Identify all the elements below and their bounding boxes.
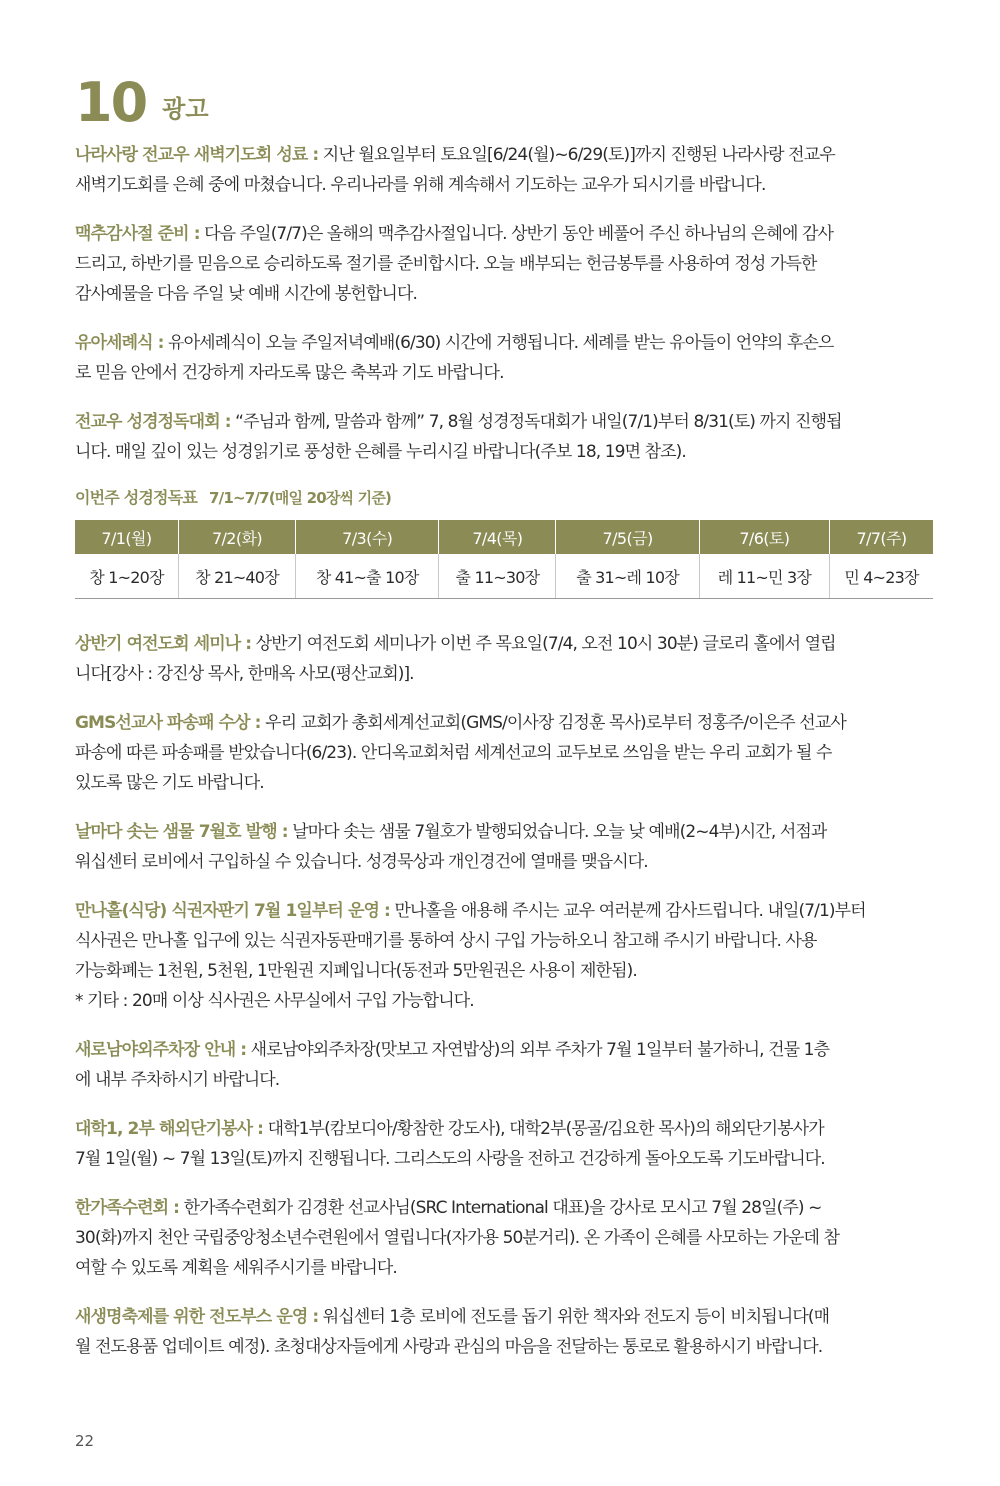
notice-line bbox=[75, 1253, 935, 1283]
section-title: 광고 bbox=[162, 95, 209, 123]
notice-line bbox=[75, 926, 935, 956]
notice-text: 가능화폐는 1천원, 5천원, 1만원권 지폐입니다(동전과 5만원권은 사용이 제한됨). bbox=[75, 961, 637, 981]
page-number: 22 bbox=[75, 1432, 95, 1450]
notice-line bbox=[75, 1035, 935, 1065]
notice-line bbox=[75, 847, 935, 877]
notice-line bbox=[75, 170, 935, 200]
notice-label: GMS선교사 파송패 수상 : bbox=[75, 713, 261, 733]
notice-line bbox=[75, 896, 935, 926]
notice-line bbox=[75, 629, 935, 659]
notice-item bbox=[75, 328, 935, 388]
notice-text: 워십센터 로비에서 구입하실 수 있습니다. 성경묵상과 개인경건에 열매를 맺읍시다. bbox=[75, 852, 648, 872]
reading-day-header: 7/5(금) bbox=[556, 520, 699, 554]
notice-label: 상반기 여전도회 세미나 : bbox=[75, 634, 252, 654]
notice-text: 한가족수련회가 김경환 선교사님(SRC International 대표)을 강사로 모시고 7월 28일(주) ~ bbox=[183, 1198, 822, 1218]
notice-text: 니다. 매일 깊이 있는 성경읽기로 풍성한 은혜를 누리시길 바랍니다(주보 18, 19면 참조). bbox=[75, 442, 686, 462]
notice-item bbox=[75, 708, 935, 798]
reading-schedule-table bbox=[75, 520, 933, 599]
notice-line bbox=[75, 407, 935, 437]
notice-item bbox=[75, 140, 935, 200]
notice-text: 우리 교회가 총회세계선교회(GMS/이사장 김정훈 목사)로부터 정홍주/이은주 선교사 bbox=[265, 713, 846, 733]
notice-text: 에 내부 주차하시기 바랍니다. bbox=[75, 1070, 280, 1090]
notice-label: 새생명축제를 위한 전도부스 운영 : bbox=[75, 1307, 319, 1327]
notice-text: 30(화)까지 천안 국립중앙청소년수련원에서 열립니다(자가용 50분거리). 온 가족이 은혜를 사모하는 가운데 참 bbox=[75, 1228, 840, 1248]
notice-line bbox=[75, 956, 935, 986]
section-header bbox=[75, 71, 935, 134]
notice-line bbox=[75, 986, 935, 1016]
notice-line bbox=[75, 738, 935, 768]
notice-text: 월 전도용품 업데이트 예정). 초청대상자들에게 사랑과 관심의 마음을 전달하는 통로로 활용하시기 바랍니다. bbox=[75, 1337, 823, 1357]
notice-text: * 기타 : 20매 이상 식사권은 사무실에서 구입 가능합니다. bbox=[75, 991, 474, 1011]
notice-text: 파송에 따른 파송패를 받았습니다(6/23). 안디옥교회처럼 세계선교의 교두보로 쓰임을 받는 우리 교회가 될 수 bbox=[75, 743, 832, 763]
reading-day-header: 7/7(주) bbox=[830, 520, 933, 554]
notice-line bbox=[75, 1065, 935, 1095]
notice-text: 여할 수 있도록 계획을 세워주시기를 바랍니다. bbox=[75, 1258, 397, 1278]
notice-line bbox=[75, 437, 935, 467]
notice-label: 만나홀(식당) 식권자판기 7월 1일부터 운영 : bbox=[75, 901, 390, 921]
notice-line bbox=[75, 1144, 935, 1174]
reading-schedule-heading bbox=[75, 486, 935, 510]
notice-text: “주님과 함께, 말씀과 함께” 7, 8월 성경정독대회가 내일(7/1)부터 8/31(토) 까지 진행됩 bbox=[235, 412, 842, 432]
notice-line bbox=[75, 140, 935, 170]
reading-day-header: 7/6(토) bbox=[699, 520, 829, 554]
notice-item bbox=[75, 629, 935, 689]
notice-text: 드리고, 하반기를 믿음으로 승리하도록 절기를 준비합시다. 오늘 배부되는 헌금봉투를 사용하여 정성 가득한 bbox=[75, 254, 817, 274]
notice-text: 식사권은 만나홀 입구에 있는 식권자동판매기를 통하여 상시 구입 가능하오니 참고해 주시기 바랍니다. 사용 bbox=[75, 931, 817, 951]
section-number: 10 bbox=[75, 71, 147, 134]
notice-line bbox=[75, 817, 935, 847]
notice-label: 유아세례식 : bbox=[75, 333, 164, 353]
notice-item bbox=[75, 1302, 935, 1362]
notice-line bbox=[75, 219, 935, 249]
notice-text: 새로남야외주차장(맛보고 자연밥상)의 외부 주차가 7월 1일부터 불가하니, 건물 1층 bbox=[250, 1040, 830, 1060]
notice-text: 대학1부(캄보디아/황참한 강도사), 대학2부(몽골/김요한 목사)의 해외단기봉사가 bbox=[267, 1119, 824, 1139]
notice-line bbox=[75, 1302, 935, 1332]
notice-label: 날마다 솟는 샘물 7월호 발행 : bbox=[75, 822, 288, 842]
reading-schedule-subtitle: 7/1~7/7(매일 20장씩 기준) bbox=[209, 489, 392, 507]
notice-text: 날마다 솟는 샘물 7월호가 발행되었습니다. 오늘 낮 예배(2~4부)시간, 서점과 bbox=[292, 822, 827, 842]
notice-item bbox=[75, 896, 935, 1016]
notice-text: 7월 1일(월) ~ 7월 13일(토)까지 진행됩니다. 그리스도의 사랑을 전하고 건강하게 돌아오도록 기도바랍니다. bbox=[75, 1149, 825, 1169]
notice-line bbox=[75, 659, 935, 689]
reading-day-header: 7/1(월) bbox=[75, 520, 178, 554]
notice-text: 로 믿음 안에서 건강하게 자라도록 많은 축복과 기도 바랍니다. bbox=[75, 363, 504, 383]
notice-item bbox=[75, 1193, 935, 1283]
notice-line bbox=[75, 249, 935, 279]
notice-line bbox=[75, 1332, 935, 1362]
notice-line bbox=[75, 358, 935, 388]
notice-line bbox=[75, 1193, 935, 1223]
notice-line bbox=[75, 708, 935, 738]
notice-text: 감사예물을 다음 주일 낮 예배 시간에 봉헌합니다. bbox=[75, 284, 417, 304]
reading-day-passage: 창 1~20장 bbox=[75, 554, 178, 599]
reading-day-header: 7/2(화) bbox=[178, 520, 295, 554]
notice-line bbox=[75, 768, 935, 798]
reading-body-row bbox=[75, 554, 933, 599]
notice-item bbox=[75, 1035, 935, 1095]
notice-line bbox=[75, 328, 935, 358]
notice-label: 한가족수련회 : bbox=[75, 1198, 180, 1218]
reading-day-passage: 출 31~레 10장 bbox=[556, 554, 699, 599]
notices-top bbox=[75, 140, 935, 467]
notice-text: 상반기 여전도회 세미나가 이번 주 목요일(7/4, 오전 10시 30분) 글로리 홀에서 열립 bbox=[255, 634, 836, 654]
reading-header-row bbox=[75, 520, 933, 554]
notice-line bbox=[75, 1223, 935, 1253]
reading-schedule-title: 이번주 성경정독표 bbox=[75, 488, 198, 507]
notice-label: 대학1, 2부 해외단기봉사 : bbox=[75, 1119, 264, 1139]
notice-line bbox=[75, 1114, 935, 1144]
notice-text: 있도록 많은 기도 바랍니다. bbox=[75, 773, 264, 793]
notice-label: 나라사랑 전교우 새벽기도회 성료 : bbox=[75, 145, 319, 165]
reading-day-header: 7/4(목) bbox=[439, 520, 556, 554]
announcements-page bbox=[75, 72, 935, 1381]
reading-day-passage: 민 4~23장 bbox=[830, 554, 933, 599]
notice-label: 전교우 성경정독대회 : bbox=[75, 412, 231, 432]
notice-label: 맥추감사절 준비 : bbox=[75, 224, 200, 244]
notice-text: 워십센터 1층 로비에 전도를 돕기 위한 책자와 전도지 등이 비치됩니다(매 bbox=[322, 1307, 830, 1327]
notice-text: 니다[강사 : 강진상 목사, 한매옥 사모(평산교회)]. bbox=[75, 664, 414, 684]
notice-item bbox=[75, 817, 935, 877]
notice-text: 유아세례식이 오늘 주일저녁예배(6/30) 시간에 거행됩니다. 세례를 받는 유아들이 언약의 후손으 bbox=[168, 333, 834, 353]
notice-item bbox=[75, 1114, 935, 1174]
reading-day-header: 7/3(수) bbox=[296, 520, 439, 554]
reading-day-passage: 레 11~민 3장 bbox=[699, 554, 829, 599]
reading-day-passage: 출 11~30장 bbox=[439, 554, 556, 599]
reading-day-passage: 창 21~40장 bbox=[178, 554, 295, 599]
notice-item bbox=[75, 407, 935, 467]
notice-text: 다음 주일(7/7)은 올해의 맥추감사절입니다. 상반기 동안 베풀어 주신 하나님의 은혜에 감사 bbox=[204, 224, 834, 244]
notices-bottom bbox=[75, 629, 935, 1362]
reading-day-passage: 창 41~출 10장 bbox=[296, 554, 439, 599]
notice-text: 만나홀을 애용해 주시는 교우 여러분께 감사드립니다. 내일(7/1)부터 bbox=[394, 901, 866, 921]
notice-item bbox=[75, 219, 935, 309]
notice-label: 새로남야외주차장 안내 : bbox=[75, 1040, 247, 1060]
notice-text: 새벽기도회를 은혜 중에 마쳤습니다. 우리나라를 위해 계속해서 기도하는 교우가 되시기를 바랍니다. bbox=[75, 175, 766, 195]
notice-text: 지난 월요일부터 토요일[6/24(월)~6/29(토)]까지 진행된 나라사랑 전교우 bbox=[322, 145, 835, 165]
notice-line bbox=[75, 279, 935, 309]
